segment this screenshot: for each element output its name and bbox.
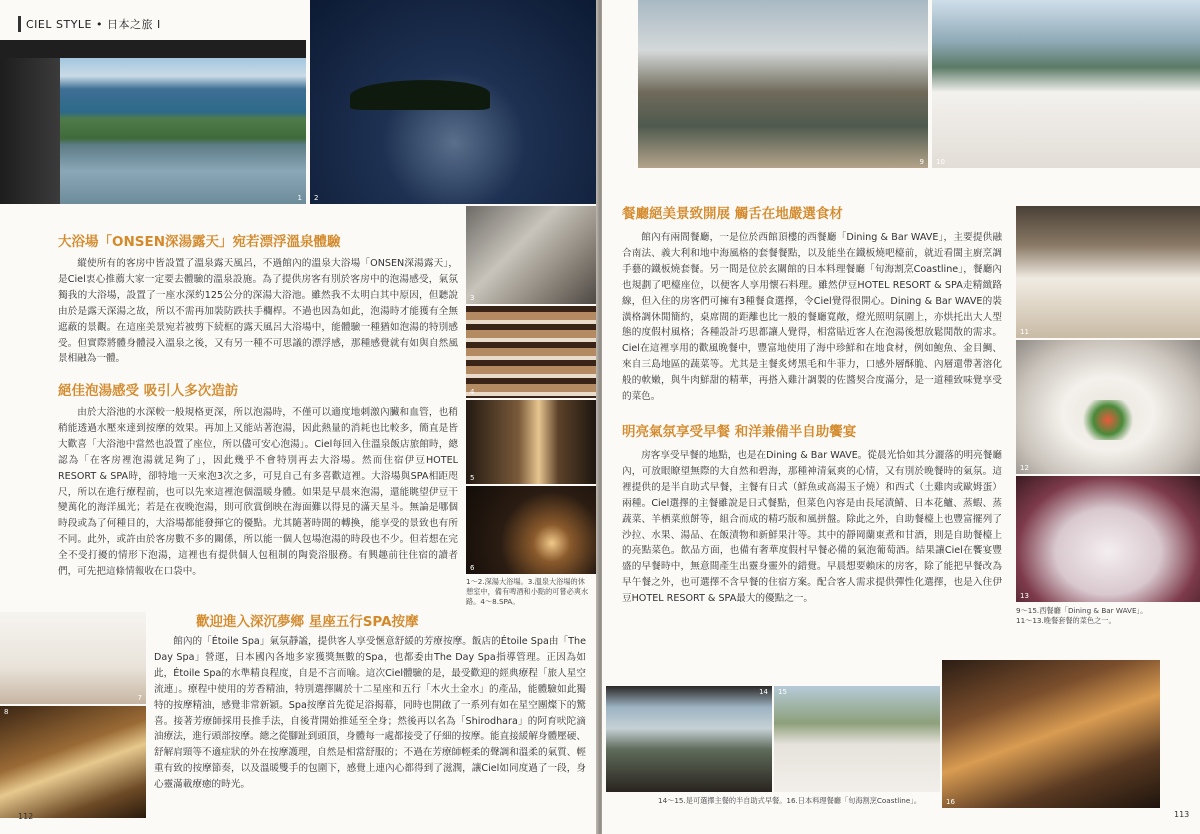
photo-spa-corridor bbox=[466, 400, 598, 484]
photo-dining-table bbox=[1016, 206, 1200, 338]
photo-spa-treatment bbox=[0, 612, 146, 704]
photo-spa-products bbox=[0, 706, 146, 818]
photo-number: 1 bbox=[297, 194, 302, 202]
page-number-left: 112 bbox=[18, 812, 34, 821]
photo-number: 9 bbox=[919, 158, 924, 166]
section-heading-restaurant: 餐廳絕美景致開展 觸舌在地嚴選食材 bbox=[622, 206, 843, 222]
photo-number: 5 bbox=[470, 474, 475, 482]
photo-table-view bbox=[932, 0, 1200, 168]
photo-night-sea bbox=[310, 0, 598, 204]
photo-number: 14 bbox=[759, 688, 768, 696]
section-body-onsen: 縱使所有的客房中皆設置了溫泉露天風呂，不過館內的溫泉大浴場「ONSEN深湯露天」，是Ciel衷心推薦大家一定要去體驗的溫泉設施。為了提供房客有別於客房中的泡湯感受，氣氛獨我的大浴場，設置了一座水深約125公分的深湯大浴池。雖然我不太明白其中原因，但聽說由於是露天深湯之故，所以不需再加裝防跌扶手欄桿。不過也因為如此，泡湯時才能獲有全無遮蔽的景觀。在這座美景宛若被剪下続框的露天風呂大浴場中，能體驗一種猶如泡湯的特別感受。但實際將體身體浸入溫泉之後，又有另一種不可思議的漂浮感，那種感覺就有如與自然風景相融為一體。 bbox=[58, 258, 458, 365]
section-body-breakfast: 房客享受早餐的地點，也是在Dining & Bar WAVE。從晨光恰如其分灑落的明亮餐廳內，可放眼瞭望無際的大自然和碧海，那種神清氣爽的心情，又有別於晚餐時的氣氛。這裡提供的是半自助式早餐，主餐有日式（鮮魚或高湯玉子燒）和西式（土雞肉或歐姆蛋）兩種。Ciel選擇的主餐雖說是日式餐點，但菜色內容是由長尾漬鯖、日本花鱸、蒸蝦、蒸蔬菜、羊栖菜煎餅等，組合而成的精巧版和風拼盤。除此之外，自助餐檯上也豐富擺列了沙拉、水果、湯品、在飯漬物和新鮮果汁等。其中的靜岡蘭東煮和甘酒，則是自助餐檯上的亮點菜色。飲品方面，也備有奢華度假村早餐必備的氣泡葡萄酒。結果讓Ciel在饗宴豐盛的早餐時中，無意間產生出靈身靈外的錯覺。早晨想要賴床的房客，除了能把早餐改為早午餐之外，也可選擇不含早餐的住宿方案。配合客人需求提供彈性化選擇，也是入住伊豆HOTEL RESORT & SPA最大的優點之一。 bbox=[622, 450, 1002, 605]
page-number-right: 113 bbox=[1174, 810, 1190, 819]
photo-number: 13 bbox=[1020, 592, 1029, 600]
photo-restaurant-interior bbox=[638, 0, 928, 168]
photo-number: 7 bbox=[137, 694, 142, 702]
section-heading-breakfast: 明亮氣氛享受早餐 和洋兼備半自助饗宴 bbox=[622, 424, 857, 440]
section-heading-spa: 歡迎進入深沉夢鄉 星座五行SPA按摩 bbox=[196, 614, 419, 630]
photo-number: 2 bbox=[314, 194, 319, 202]
photo-spa-candle bbox=[466, 486, 598, 574]
photo-coastline-restaurant bbox=[942, 660, 1160, 808]
left-page bbox=[0, 0, 598, 834]
photo-dish-two bbox=[1016, 476, 1200, 602]
right-page bbox=[602, 0, 1200, 834]
section-heading-onsen: 大浴場「ONSEN深湯露天」宛若漂浮溫泉體驗 bbox=[58, 234, 341, 250]
photo-number: 16 bbox=[946, 798, 955, 806]
section-body-bath-experience: 由於大浴池的水深較一般規格更深，所以泡湯時，不僅可以適度地刺激內臟和血管，也稍稍能透過水壓來達到按摩的效果。再加上又能站著泡湯，因此熱量的消耗也比較多，簡直是皆大歡喜「大浴池中當然也設置了座位，所以儘可安心泡湯」。Ciel每回入住溫泉飯店旅館時，總認為「在客房裡泡湯就足夠了」，因此幾乎不會特別再去大浴場。然而住宿伊豆HOTEL RESORT & SPA時，卻特地一天來泡3次之多，可見自己有多喜歡這裡。大浴場與SPA相距咫尺，所以在進行療程前，也可以先來這裡泡個溫暖身體。如果是早晨來泡湯，還能眺望伊豆干變萬化的海洋風光；若是在夜晚泡湯，則可欣賞倒映在海面難以得見的滿天星斗。無論是哪個時段或為了何種目的，大浴場都能發揮它的優點。尤其隨著時間的轉換，能享受的景致也有所不同。此外，或許由於客房數不多的關係，所以能一個人包場泡湯的時段也不少。但若想在完全不受打擾的情形下泡湯，這裡也有提供個人包租制的陶瓷浴服務。有興趣前往住宿的讀者們，可先把這條情報收在口袋中。 bbox=[58, 407, 458, 578]
photo-number: 10 bbox=[936, 158, 945, 166]
photo-number: 6 bbox=[470, 564, 475, 572]
photo-number: 12 bbox=[1020, 464, 1029, 472]
caption-line-restaurant: 9～15.西餐廳「Dining & Bar WAVE」。 bbox=[1016, 606, 1148, 615]
photo-spa-shop bbox=[466, 306, 598, 398]
photo-caption-right-bottom: 14～15.是可選擇主餐的半自助式早餐。16.日本料理餐廳「旬海割烹Coastline」。 bbox=[658, 796, 922, 805]
photo-number: 8 bbox=[4, 708, 9, 716]
photo-number: 4 bbox=[470, 388, 475, 396]
section-body-restaurant: 館內有兩間餐廳，一是位於西館頂樓的西餐廳「Dining & Bar WAVE」，主要提供融合南法、義大利和地中海風格的套餐餐點，以及能坐在鐵板燒吧檯前，就近看閩主廚烹調手藝的鐵板燒套餐。另一間是位於玄關館的日本料理餐廳「旬海割烹Coastline」，餐廳內也規劃了吧檯座位，以便客人享用懷石料理。雖然伊豆HOTEL RESORT & SPA走精緻路線，但入住的房客們可擁有3種餐食選擇，令Ciel覺得很開心。Dining & Bar WAVE的裝潢格調休閒簡約，桌席間的距離也比一般的餐廳寬敞，燈光照明氛圍上，亦烘托出大人型態的度假村風格；各種設計巧思都讓人覺得，相當貼近客人在泡湯後想放鬆閒散的需求。Ciel在這裡享用的歡風晚餐中，豐富地使用了海中珍鮮和在地食材，例如鮑魚、金目鯛、來自三島地區的蔬菜等。尤其是主餐炙烤黑毛和牛菲力，口感外層酥脆、內層還帶著溶化般的軟嫩，與牛肉鮮甜的精華，再搭入雞汁調製的佐醬契合度滿分，是一道種致味覺享受的菜色。 bbox=[622, 232, 1002, 403]
photo-caption-right-top bbox=[1016, 606, 1200, 626]
photo-onsen-bath bbox=[0, 40, 306, 204]
running-head: CIEL STYLE • 日本之旅 I bbox=[18, 16, 161, 32]
photo-lounge bbox=[466, 206, 598, 304]
photo-number: 15 bbox=[778, 688, 787, 696]
photo-number: 3 bbox=[470, 294, 475, 302]
photo-dish-one bbox=[1016, 340, 1200, 474]
caption-line-dinner: 11～13.晚餐套餐的菜色之一。 bbox=[1016, 616, 1116, 625]
photo-breakfast-table bbox=[774, 686, 940, 792]
section-heading-bath-experience: 絕佳泡湯感受 吸引人多次造訪 bbox=[58, 383, 239, 399]
photo-number: 11 bbox=[1020, 328, 1029, 336]
section-body-spa: 館內的「Étoile Spa」氣氛靜謐，提供客人享受愜意舒緩的芳療按摩。飯店的Étoile Spa由「The Day Spa」營運，日本國內各地多家獲獎無數的Spa，也都委由The Day Spa指導管理。正因為如此，Étoile Spa的水準精良程度，自是不言而喻。這次Ciel體驗的是，最受歡迎的經典療程「旅人星空流連」。療程中使用的芳香精油，特別選擇關於十二星座和五行「木火土金水」的產品，能體驗如此獨特的按摩精油，感覺非常新穎。Spa按摩首先從足浴揭幕，同時也開啟了一系列有如在星空團燦下的驚喜。接著芳療師採用長推手法，自後背開始推延至全身；然後再以名為「Shirodhara」的阿育吠陀滴油療法，進行頭部按摩。總之從腳趾到頭頂，身體每一處都接受了仔細的按摩。能直接緩解身體壓硬、舒解肩頸等不適症狀的外在按摩護理，自然是相當舒服的；不過在芳療師輕柔的聲調和溫柔的氣質、輕重有致的按摩節奏，以及溫暖雙手的包圍下，感覺上連內心都得到了滋潤，讓Ciel如同度過了一段，身心靈滿載療癒的時光。 bbox=[154, 636, 586, 791]
photo-caption-left: 1～2.深湯大浴場。3.溫泉大浴場的休憩室中，備有啤酒和小點的可嘗必爽水路。4～8.SPA。 bbox=[466, 577, 589, 606]
photo-breakfast-view bbox=[606, 686, 772, 792]
